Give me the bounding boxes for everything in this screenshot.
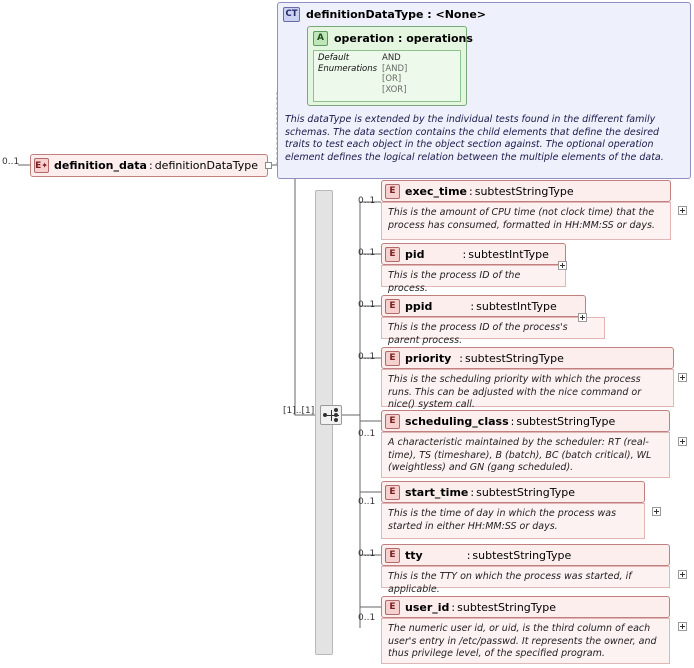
element-separator: : [470, 299, 475, 313]
element-name: definition_data [54, 159, 147, 172]
child-cardinality: 0..1 [358, 549, 376, 559]
element-type: definitionDataType [154, 159, 259, 172]
element-type: subtestStringType [474, 184, 574, 198]
complextype-documentation: This dataType is extended by the individual tests found in the different family schemas. The data section contains the child elements that define the desired traits to test each object in the object section against. The optional operation element defines the logical relation between the multiple elements of the data. [285, 114, 664, 163]
element-separator: : [148, 159, 153, 172]
attribute-facets [313, 50, 461, 102]
expand-icon[interactable] [678, 206, 687, 215]
element-documentation: This is the time of day in which the process was started in either HH:MM:SS or days. [381, 503, 645, 539]
element-name: tty [405, 548, 423, 562]
element-type: subtestStringType [472, 548, 572, 562]
element-name: pid [405, 247, 425, 261]
facet-value: [AND] [382, 63, 408, 74]
element-badge-icon: E [385, 299, 400, 314]
expand-icon[interactable] [678, 570, 687, 579]
sequence-cardinality: [1]..[1] [283, 406, 315, 416]
element-documentation: This is the scheduling priority with which the process runs. This can be adjusted with the nice command or nice() system call. [381, 369, 674, 407]
element-separator: : [470, 485, 475, 499]
element-scheduling-class[interactable] [381, 410, 670, 432]
element-badge-icon: E [385, 485, 400, 500]
element-documentation: This is the amount of CPU time (not clock time) that the process has consumed, formatted in HH:MM:SS or days. [381, 202, 671, 240]
element-badge-icon: E [385, 247, 400, 262]
element-documentation: The numeric user id, or uid, is the third column of each user's entry in /etc/passwd. It represents the owner, and thus privilege level, of the specified program. [381, 618, 670, 664]
child-cardinality: 0..1 [358, 248, 376, 258]
expand-icon[interactable] [578, 313, 587, 322]
facet-key: Enumerations [318, 63, 378, 74]
complextype-header[interactable] [283, 5, 486, 23]
child-cardinality: 0..1 [358, 196, 376, 206]
element-name: scheduling_class [405, 414, 509, 428]
element-separator: : [510, 414, 515, 428]
facet-row [318, 74, 456, 85]
element-separator: : [466, 548, 471, 562]
expand-icon[interactable] [678, 373, 687, 382]
element-type: subtestIntType [476, 299, 557, 313]
facet-value: AND [382, 53, 401, 63]
facet-key [318, 74, 382, 85]
expand-icon[interactable] [678, 622, 687, 631]
element-badge-icon: E [385, 600, 400, 615]
element-separator: : [469, 184, 473, 198]
element-tty[interactable] [381, 544, 670, 566]
attribute-badge-icon: A [313, 31, 328, 46]
element-definition-data[interactable] [30, 154, 268, 177]
facet-row [318, 64, 456, 75]
facet-value: [OR] [382, 74, 402, 85]
element-exec-time[interactable] [381, 180, 671, 202]
element-badge-icon: E [385, 414, 400, 429]
element-type: subtestStringType [476, 485, 575, 499]
element-badge-icon: E [385, 184, 400, 199]
element-type: subtestStringType [457, 600, 557, 614]
facet-row [318, 85, 456, 96]
facet-key: Default [318, 53, 350, 63]
complextype-title: definitionDataType : <None> [306, 7, 486, 21]
element-ppid[interactable] [381, 295, 586, 317]
element-name: priority [405, 351, 452, 365]
element-name: user_id [405, 600, 450, 614]
child-cardinality: 0..1 [358, 300, 376, 310]
element-documentation: This is the process ID of the process's parent process. [381, 317, 605, 339]
child-cardinality: 0..1 [358, 429, 376, 439]
element-documentation: This is the TTY on which the process was started, if applicable. [381, 566, 670, 588]
element-pid[interactable] [381, 243, 566, 265]
element-user-id[interactable] [381, 596, 670, 618]
element-separator: : [451, 600, 456, 614]
element-start-time[interactable] [381, 481, 645, 503]
child-cardinality: 0..1 [358, 497, 376, 507]
child-cardinality: 0..1 [358, 352, 376, 362]
facet-key [318, 85, 382, 96]
facet-value: [XOR] [382, 84, 407, 95]
element-documentation: This is the process ID of the process. [381, 265, 566, 287]
attribute-header[interactable] [313, 30, 473, 47]
complextype-badge-icon: CT [283, 7, 300, 22]
element-name: exec_time [405, 184, 467, 198]
facet-row [318, 53, 456, 64]
element-type: subtestIntType [468, 247, 549, 261]
root-cardinality: 0..1 [2, 157, 20, 167]
attribute-title: operation : operations [334, 32, 473, 45]
element-documentation: A characteristic maintained by the scheduler: RT (real-time), TS (timeshare), B (batch), BC (batch critical), WL (weightless) and GN (gang scheduled). [381, 432, 670, 478]
element-name: start_time [405, 485, 469, 499]
element-type: subtestStringType [516, 414, 616, 428]
element-priority[interactable] [381, 347, 674, 369]
element-badge-icon: E✦ [34, 158, 49, 173]
element-separator: : [459, 351, 463, 365]
element-badge-icon: E [385, 548, 400, 563]
expand-icon[interactable] [558, 261, 567, 270]
element-separator: : [462, 247, 467, 261]
element-type: subtestStringType [464, 351, 564, 365]
element-connector-stub[interactable] [265, 162, 272, 169]
element-name: ppid [405, 299, 433, 313]
child-cardinality: 0..1 [358, 613, 376, 623]
expand-icon[interactable] [678, 437, 687, 446]
expand-icon[interactable] [652, 507, 661, 516]
element-badge-icon: E [385, 351, 400, 366]
sequence-compositor-icon[interactable] [320, 405, 342, 425]
